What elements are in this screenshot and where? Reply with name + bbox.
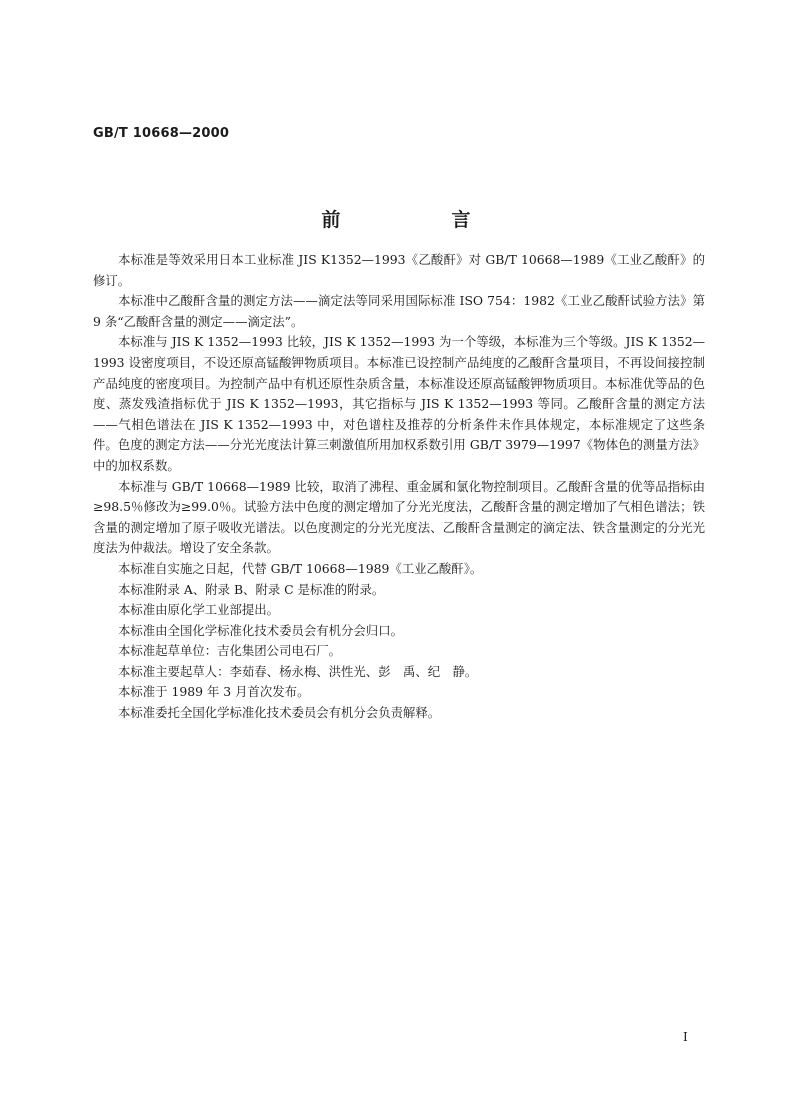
paragraph-6: 本标准附录 A、附录 B、附录 C 是标准的附录。 [118,581,385,597]
paragraph-5: 本标准自实施之日起，代替 GB/T 10668—1989《工业乙酸酐》。 [118,560,483,576]
paragraph-8: 本标准由全国化学标准化技术委员会有机分会归口。 [118,622,403,638]
standard-code: GB/T 10668—2000 [93,126,230,141]
paragraph-1: 本标准是等效采用日本工业标准 JIS K1352—1993《乙酸酐》对 GB/T 10668—1989《工业乙酸酐》的修订。 [93,252,705,288]
page-title: 前 言 [321,209,517,231]
paragraph-10: 本标准主要起草人：李茹春、杨永梅、洪性光、彭 禹、纪 静。 [118,663,478,679]
paragraph-9: 本标准起草单位：吉化集团公司电石厂。 [118,643,342,659]
foreword-body [93,250,705,724]
paragraph-3: 本标准与 JIS K 1352—1993 比较，JIS K 1352—1993 为一个等级，本标准为三个等级。JIS K 1352—1993 设密度项目，不设还原高锰酸钾物质项目。本标准已设控制产品纯度的乙酸酐含量项目，不再设间接控制产品纯度的密度项目。为控制产品中有机还原性杂质含量，本标准设还原高锰酸钾物质项目。本标准优等品的色度、蒸发残渣指标优于 JIS K 1352—1993，其它指标与 JIS K 1352—1993 等同。乙酸酐含量的测定方法——气相色谱法在 JIS K 1352—1993 中，对色谱柱及推荐的分析条件未作具体规定，本标准规定了这些条件。色度的测定方法——分光光度法计算三刺激值所用加权系数引用 GB/T 3979—1997《物体色的测量方法》中的加权系数。 [93,334,705,473]
page-number: I [683,1030,688,1044]
paragraph-11: 本标准于 1989 年 3 月首次发布。 [118,684,310,700]
paragraph-12: 本标准委托全国化学标准化技术委员会有机分会负责解释。 [118,705,441,721]
paragraph-4: 本标准与 GB/T 10668—1989 比较，取消了沸程、重金属和氯化物控制项目。乙酸酐含量的优等品指标由≥98.5％修改为≥99.0％。试验方法中色度的测定增加了分光光度法，乙酸酐含量的测定增加了气相色谱法；铁含量的测定增加了原子吸收光谱法。以色度测定的分光光度法、乙酸酐含量测定的滴定法、铁含量测定的分光光度法为仲裁法。增设了安全条款。 [93,478,705,556]
paragraph-2: 本标准中乙酸酐含量的测定方法——滴定法等同采用国际标准 ISO 754：1982《工业乙酸酐试验方法》第 9 条“乙酸酐含量的测定——滴定法”。 [93,293,705,329]
paragraph-7: 本标准由原化学工业部提出。 [118,602,280,618]
